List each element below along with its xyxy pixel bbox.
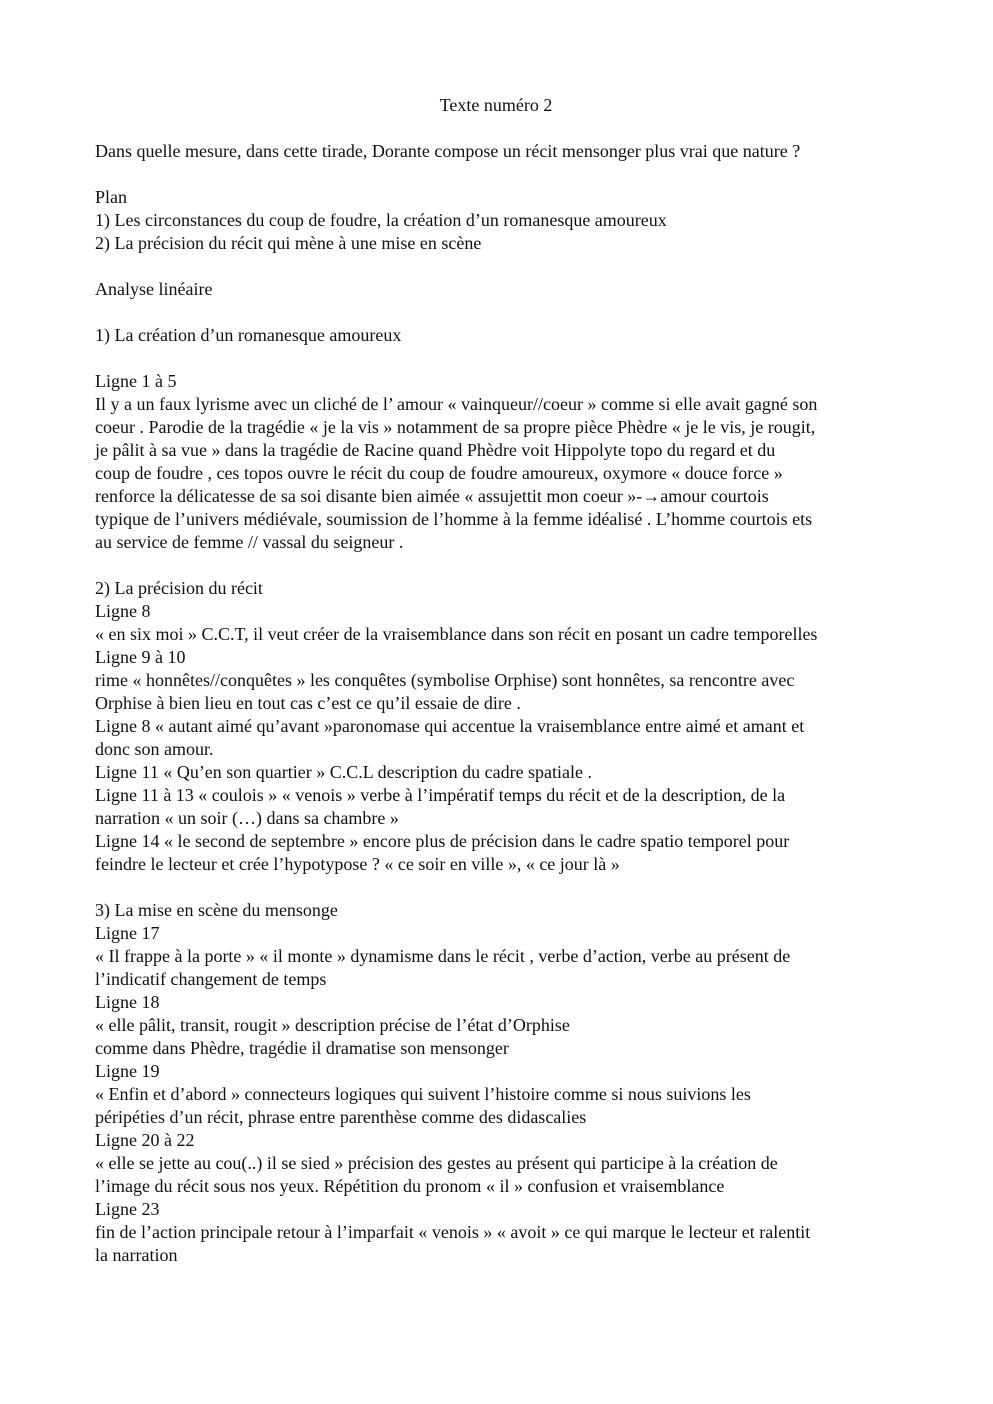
plan-item: 1) Les circonstances du coup de foudre, la création d’un romanesque amoureux <box>95 210 667 230</box>
text-line: Ligne 11 à 13 « coulois » « venois » verbe à l’impératif temps du récit et de la description, de la <box>95 785 786 805</box>
text-line: Ligne 23 <box>95 1199 160 1219</box>
text-line: Ligne 14 « le second de septembre » encore plus de précision dans le cadre spatio temporel pour <box>95 831 790 851</box>
text-line: Ligne 1 à 5 <box>95 371 177 391</box>
spacer <box>95 554 905 577</box>
text-line: la narration <box>95 1245 178 1265</box>
text-line: typique de l’univers médiévale, soumission de l’homme à la femme idéalisé . L’homme courtois ets <box>95 509 813 529</box>
text-line: donc son amour. <box>95 739 214 759</box>
text-line: renforce la délicatesse de sa soi disante bien aimée « assujettit mon coeur »-→amour courtois <box>95 486 769 506</box>
part2-section <box>95 577 905 876</box>
text-line: Ligne 20 à 22 <box>95 1130 195 1150</box>
text-line: Il y a un faux lyrisme avec un cliché de l’ amour « vainqueur//coeur » comme si elle avait gagné son <box>95 394 818 414</box>
text-line: « Enfin et d’abord » connecteurs logiques qui suivent l’histoire comme si nous suivions les <box>95 1084 751 1104</box>
problematic-question: Dans quelle mesure, dans cette tirade, Dorante compose un récit mensonger plus vrai que nature ? <box>95 141 801 161</box>
plan-heading: Plan <box>95 187 128 207</box>
text-line: Ligne 9 à 10 <box>95 647 186 667</box>
text-line: « elle pâlit, transit, rougit » description précise de l’état d’Orphise <box>95 1015 570 1035</box>
text-line: coup de foudre , ces topos ouvre le récit du coup de foudre amoureux, oxymore « douce force » <box>95 463 783 483</box>
text-line: Ligne 18 <box>95 992 160 1012</box>
text-line: je pâlit à sa vue » dans la tragédie de Racine quand Phèdre voit Hippolyte topo du regard et du <box>95 440 776 460</box>
text-line: Ligne 19 <box>95 1061 160 1081</box>
text-line: rime « honnêtes//conquêtes » les conquêtes (symbolise Orphise) sont honnêtes, sa rencontre avec <box>95 670 795 690</box>
text-line: l’indicatif changement de temps <box>95 969 327 989</box>
text-line: fin de l’action principale retour à l’imparfait « venois » « avoit » ce qui marque le lecteur et ralentit <box>95 1222 811 1242</box>
text-line: Orphise à bien lieu en tout cas c’est ce qu’il essaie de dire . <box>95 693 521 713</box>
spacer <box>95 255 905 278</box>
spacer <box>95 876 905 899</box>
text-line: « Il frappe à la porte » « il monte » dynamisme dans le récit , verbe d’action, verbe au présent de <box>95 946 791 966</box>
document-title: Texte numéro 2 <box>439 95 553 115</box>
text-line: feindre le lecteur et crée l’hypotypose ? « ce soir en ville », « ce jour là » <box>95 854 620 874</box>
text-line: comme dans Phèdre, tragédie il dramatise son mensonger <box>95 1038 509 1058</box>
spacer <box>95 347 905 370</box>
part1-body <box>95 370 905 554</box>
text-line: Ligne 8 « autant aimé qu’avant »paronomase qui accentue la vraisemblance entre aimé et amant et <box>95 716 805 736</box>
text-line: Ligne 11 « Qu’en son quartier » C.C.L description du cadre spatiale . <box>95 762 593 782</box>
text-line: coeur . Parodie de la tragédie « je la vis » notamment de sa propre pièce Phèdre « je le vis, je rougit, <box>95 417 816 437</box>
spacer <box>95 163 905 186</box>
text-line: narration « un soir (…) dans sa chambre » <box>95 808 399 828</box>
plan-item: 2) La précision du récit qui mène à une mise en scène <box>95 233 482 253</box>
part2-heading: 2) La précision du récit <box>95 578 263 598</box>
text-line: péripéties d’un récit, phrase entre parenthèse comme des didascalies <box>95 1107 587 1127</box>
text-line: au service de femme // vassal du seigneur . <box>95 532 404 552</box>
part3-section <box>95 899 905 1267</box>
text-line: « en six moi » C.C.T, il veut créer de la vraisemblance dans son récit en posant un cadre temporelles <box>95 624 818 644</box>
document-page <box>95 94 905 1267</box>
text-line: l’image du récit sous nos yeux. Répétition du pronom « il » confusion et vraisemblance <box>95 1176 725 1196</box>
spacer <box>95 301 905 324</box>
text-line: Ligne 8 <box>95 601 151 621</box>
part1-heading: 1) La création d’un romanesque amoureux <box>95 325 402 345</box>
analysis-heading: Analyse linéaire <box>95 279 213 299</box>
part3-heading: 3) La mise en scène du mensonge <box>95 900 338 920</box>
text-line: Ligne 17 <box>95 923 160 943</box>
plan-section <box>95 186 905 255</box>
text-line: « elle se jette au cou(..) il se sied » précision des gestes au présent qui participe à la création de <box>95 1153 778 1173</box>
